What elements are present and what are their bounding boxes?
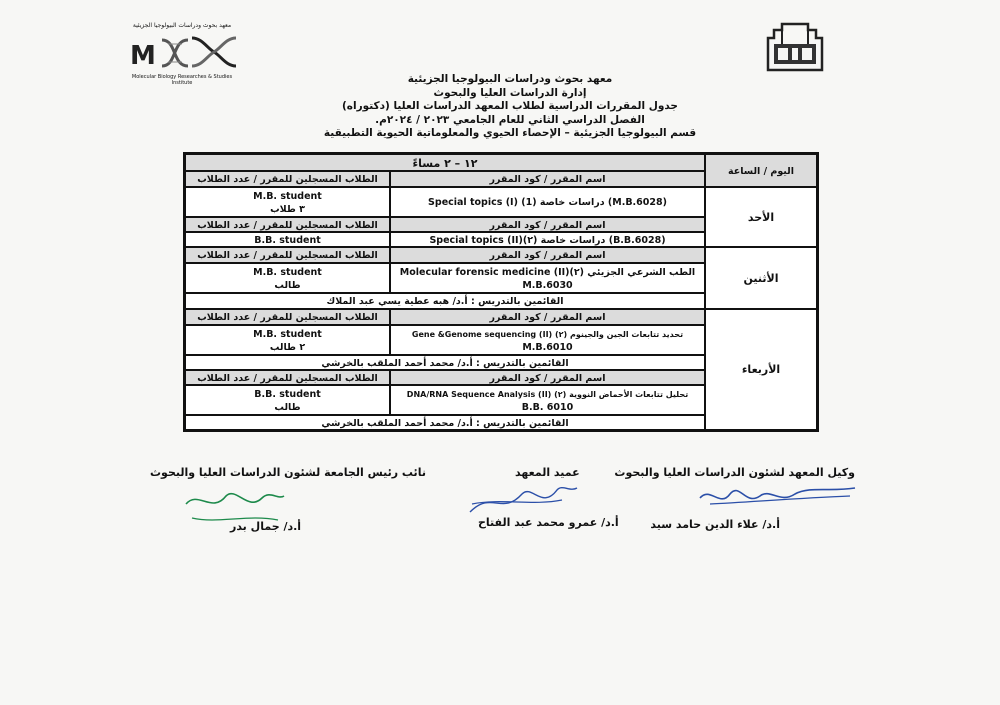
- vice-dean-name: أ.د/ علاء الدين حامد سيد: [650, 518, 780, 531]
- course-cell: [390, 263, 705, 293]
- schedule-table: [183, 152, 819, 432]
- vice-president-name: أ.د/ جمال بدر: [230, 520, 302, 533]
- students-count: ٢ طالب: [269, 342, 306, 353]
- course-cell: (B.B.6028) دراسات خاصة (٢)(Special topics (II: [390, 232, 705, 247]
- institute-logo: [122, 22, 242, 86]
- course-col-header: اسم المقرر / كود المقرر: [390, 217, 705, 232]
- course-col-header: اسم المقرر / كود المقرر: [390, 309, 705, 325]
- students-col-header: الطلاب المسجلين للمقرر / عدد الطلاب: [185, 309, 390, 325]
- dna-logo-icon: [122, 26, 242, 76]
- course-code: M.B.6030: [522, 280, 573, 291]
- document-header: [300, 73, 720, 141]
- day-wednesday: الأربعاء: [705, 309, 817, 430]
- course-col-header: اسم المقرر / كود المقرر: [390, 171, 705, 187]
- instructor-cell: القائمين بالتدريس : أ.د/ محمد أحمد الملقب بالخرشي: [185, 415, 705, 430]
- svg-text:M: M: [130, 41, 156, 71]
- vice-dean-signature-icon: [690, 478, 860, 518]
- students-col-header: الطلاب المسجلين للمقرر / عدد الطلاب: [185, 217, 390, 232]
- header-department: إدارة الدراسات العليا والبحوث: [433, 86, 587, 99]
- dean-title: عميد المعهد: [515, 466, 580, 479]
- course-cell: [390, 325, 705, 355]
- time-slot: ١٢ – ٢ مساءً: [185, 154, 705, 171]
- course-name: تحديد تتابعات الجين والجينوم (٢) (Gene &Genome sequencing (II: [411, 330, 684, 339]
- day-time-header: اليوم / الساعة: [705, 154, 817, 187]
- vice-president-title: نائب رئيس الجامعة لشئون الدراسات العليا والبحوث: [150, 466, 426, 479]
- students-group: B.B. student: [185, 232, 390, 247]
- header-institute: معهد بحوث ودراسات البيولوجيا الجزيئية: [407, 73, 613, 85]
- instructor-cell: القائمين بالتدريس : أ.د/ محمد أحمد الملقب بالخرشي: [185, 355, 705, 370]
- header-section: قسم البيولوجيا الجزيئية – الإحصاء الحيوي والمعلوماتية الحيوية التطبيقية: [323, 127, 697, 139]
- institute-logo-arabic: معهد بحوث ودراسات البيولوجيا الجزيئية: [132, 22, 232, 29]
- header-semester: الفصل الدراسي الثاني للعام الجامعي ٢٠٢٣ / ٢٠٢٤م.: [375, 113, 645, 126]
- course-code: B.B. 6010: [521, 402, 574, 413]
- day-monday: الأثنين: [705, 247, 817, 309]
- institute-logo-english: Molecular Biology Researches & Studies Institute: [131, 74, 233, 86]
- course-col-header: اسم المقرر / كود المقرر: [390, 247, 705, 263]
- students-count: طالب: [274, 280, 301, 291]
- students-group: M.B. student: [253, 191, 322, 202]
- vice-dean-title: وكيل المعهد لشئون الدراسات العليا والبحوث: [614, 466, 855, 479]
- course-code: M.B.6010: [522, 342, 573, 353]
- students-count: طالب: [274, 402, 301, 413]
- course-name: تحليل تتابعات الأحماض النووية (٢) (DNA/RNA Sequence Analysis (II: [406, 390, 689, 399]
- course-cell: [390, 385, 705, 415]
- vice-president-signature-icon: [178, 484, 288, 530]
- students-col-header: الطلاب المسجلين للمقرر / عدد الطلاب: [185, 370, 390, 385]
- students-col-header: الطلاب المسجلين للمقرر / عدد الطلاب: [185, 171, 390, 187]
- instructor-cell: القائمين بالتدريس : أ.د/ هبه عطية يسي عبد الملاك: [185, 293, 705, 309]
- students-count: ٣ طلاب: [270, 204, 305, 215]
- students-cell: [185, 385, 390, 415]
- dean-signature-icon: [462, 480, 582, 520]
- course-col-header: اسم المقرر / كود المقرر: [390, 370, 705, 385]
- students-cell: [185, 263, 390, 293]
- students-group: M.B. student: [253, 329, 322, 340]
- course-name: الطب الشرعي الجزيئي (٢)(Molecular forensic medicine (II: [399, 267, 696, 278]
- students-cell: [185, 325, 390, 355]
- students-group: B.B. student: [254, 389, 321, 400]
- students-group: M.B. student: [253, 267, 322, 278]
- university-emblem-icon: [760, 20, 830, 72]
- header-schedule-title: جدول المقررات الدراسية لطلاب المعهد الدراسات العليا (دكتوراه): [341, 100, 678, 112]
- dean-name: أ.د/ عمرو محمد عبد الفتاح: [478, 516, 619, 529]
- day-sunday: الأحد: [705, 187, 817, 247]
- university-logo: [760, 20, 830, 72]
- students-col-header: الطلاب المسجلين للمقرر / عدد الطلاب: [185, 247, 390, 263]
- course-cell: (M.B.6028) دراسات خاصة (1) Special topics (I): [390, 187, 705, 217]
- students-cell: [185, 187, 390, 217]
